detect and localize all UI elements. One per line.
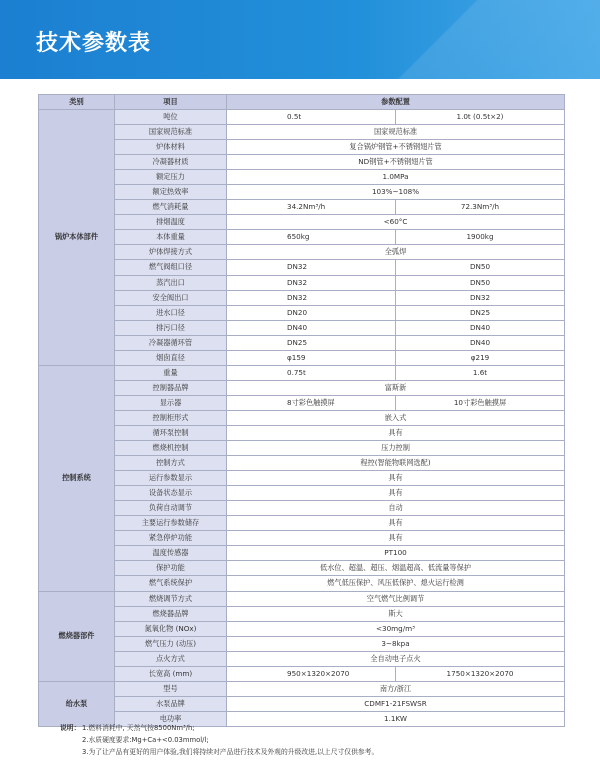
item-cell: 循环泵控制 [115,425,227,440]
item-cell: 保护功能 [115,561,227,576]
table-row [39,410,565,425]
item-cell: 电功率 [115,711,227,726]
table-row [39,591,565,606]
value-cell-right: 1.0t (0.5t×2) [396,110,565,125]
table-row [39,456,565,471]
value-cell: 空气燃气比例调节 [227,591,565,606]
category-cell: 给水泵 [39,681,115,726]
item-cell: 排污口径 [115,320,227,335]
item-cell: 燃烧机控制 [115,441,227,456]
table-row [39,125,565,140]
table-row [39,230,565,245]
item-cell: 蒸汽出口 [115,275,227,290]
item-cell: 控制器品牌 [115,380,227,395]
item-cell: 显示器 [115,395,227,410]
value-cell: 复合锅炉钢管+不锈钢翅片管 [227,140,565,155]
item-cell: 控制方式 [115,456,227,471]
item-cell: 重量 [115,365,227,380]
value-cell-left: DN32 [227,275,396,290]
table-row [39,606,565,621]
value-cell: 3~8kpa [227,636,565,651]
value-cell: 程控(智能物联网选配) [227,456,565,471]
header-config: 参数配置 [227,95,565,110]
value-cell: 斯大 [227,606,565,621]
item-cell: 炉体材料 [115,140,227,155]
value-cell: 103%~108% [227,185,565,200]
value-cell: CDMF1-21FSWSR [227,696,565,711]
table-row [39,200,565,215]
item-cell: 燃气系统保护 [115,576,227,591]
value-cell: 压力控制 [227,441,565,456]
value-cell-right: 10寸彩色触摸屏 [396,395,565,410]
table-row [39,425,565,440]
table-row [39,305,565,320]
table-row [39,110,565,125]
value-cell-left: DN40 [227,320,396,335]
value-cell: 全弧焊 [227,245,565,260]
spec-table [38,94,565,727]
item-cell: 冷凝器循环管 [115,335,227,350]
table-row [39,245,565,260]
table-row [39,651,565,666]
table-row [39,350,565,365]
value-cell: 自动 [227,501,565,516]
value-cell: 具有 [227,471,565,486]
value-cell: 嵌入式 [227,410,565,425]
value-cell-right: φ219 [396,350,565,365]
table-row [39,531,565,546]
item-cell: 主要运行参数储存 [115,516,227,531]
item-cell: 安全阀出口 [115,290,227,305]
value-cell-left: φ159 [227,350,396,365]
value-cell-right: 1750×1320×2070 [396,666,565,681]
value-cell: 富斯新 [227,380,565,395]
value-cell: 南方/浙江 [227,681,565,696]
item-cell: 冷凝器材质 [115,155,227,170]
item-cell: 排烟温度 [115,215,227,230]
value-cell-right: 72.3Nm³/h [396,200,565,215]
item-cell: 炉体焊接方式 [115,245,227,260]
note-item: 3.为了让产品有更好的用户体验,我们将持续对产品进行技术及外观的升级改进,以上尺寸仅供参考。 [82,748,379,756]
value-cell: 1.1KW [227,711,565,726]
item-cell: 燃气消耗量 [115,200,227,215]
value-cell-right: 1900kg [396,230,565,245]
page-header [0,0,600,79]
value-cell-right: DN25 [396,305,565,320]
item-cell: 水泵品牌 [115,696,227,711]
item-cell: 本体重量 [115,230,227,245]
value-cell-right: DN40 [396,320,565,335]
note-item: 2.水质硬度要求:Mg+Ca+<0.03mmol/l; [82,736,209,744]
table-row [39,471,565,486]
table-row [39,380,565,395]
item-cell: 点火方式 [115,651,227,666]
value-cell-left: 34.2Nm³/h [227,200,396,215]
table-row [39,395,565,410]
value-cell: 燃气低压保护、风压低保护、熄火运行检测 [227,576,565,591]
table-row [39,441,565,456]
value-cell-left: 0.5t [227,110,396,125]
table-row [39,516,565,531]
item-cell: 烟囱直径 [115,350,227,365]
value-cell: 全自动电子点火 [227,651,565,666]
value-cell: PT100 [227,546,565,561]
item-cell: 温度传感器 [115,546,227,561]
item-cell: 紧急停炉功能 [115,531,227,546]
table-row [39,561,565,576]
table-row [39,260,565,275]
item-cell: 运行参数显示 [115,471,227,486]
table-row [39,320,565,335]
item-cell: 燃烧调节方式 [115,591,227,606]
table-row [39,621,565,636]
item-cell: 额定压力 [115,170,227,185]
value-cell-left: DN32 [227,290,396,305]
table-row [39,170,565,185]
item-cell: 额定热效率 [115,185,227,200]
value-cell: <60°C [227,215,565,230]
header-item: 项目 [115,95,227,110]
value-cell: 具有 [227,531,565,546]
item-cell: 控制柜形式 [115,410,227,425]
value-cell: 1.0MPa [227,170,565,185]
value-cell-left: 8寸彩色触摸屏 [227,395,396,410]
value-cell-right: DN50 [396,275,565,290]
item-cell: 型号 [115,681,227,696]
header-decoration [340,0,600,79]
note-item: 1.燃料消耗中, 天然气按8500Nm³/h; [82,724,195,732]
item-cell: 燃气阀组口径 [115,260,227,275]
value-cell: 具有 [227,486,565,501]
item-cell: 氮氧化物 (NOx) [115,621,227,636]
item-cell: 国家规范标准 [115,125,227,140]
table-row [39,486,565,501]
item-cell: 吨位 [115,110,227,125]
category-cell: 燃烧器部件 [39,591,115,681]
item-cell: 长宽高 (mm) [115,666,227,681]
category-cell: 控制系统 [39,365,115,591]
item-cell: 负荷自动调节 [115,501,227,516]
notes-list [82,722,378,758]
table-row [39,185,565,200]
table-row [39,290,565,305]
value-cell: 低水位、超温、超压、烟温超高、低流量等保护 [227,561,565,576]
value-cell: 国家规范标准 [227,125,565,140]
table-row [39,696,565,711]
page-title: 技术参数表 [36,31,152,56]
table-row [39,546,565,561]
value-cell-right: 1.6t [396,365,565,380]
value-cell: <30mg/m³ [227,621,565,636]
value-cell-left: DN20 [227,305,396,320]
table-row [39,666,565,681]
value-cell-right: DN40 [396,335,565,350]
value-cell-right: DN32 [396,290,565,305]
value-cell: ND钢管+不锈钢翅片管 [227,155,565,170]
table-row [39,140,565,155]
item-cell: 设备状态显示 [115,486,227,501]
table-header-row [39,95,565,110]
table-row [39,636,565,651]
table-row [39,275,565,290]
notes-label: 说明： [60,724,81,732]
value-cell-left: 650kg [227,230,396,245]
item-cell: 燃气压力 (动压) [115,636,227,651]
table-row [39,335,565,350]
table-row [39,576,565,591]
value-cell: 具有 [227,425,565,440]
category-cell: 锅炉本体部件 [39,110,115,366]
table-row [39,501,565,516]
table-row [39,155,565,170]
value-cell-right: DN50 [396,260,565,275]
header-category: 类别 [39,95,115,110]
value-cell-left: 0.75t [227,365,396,380]
table-row [39,215,565,230]
table-row [39,365,565,380]
value-cell-left: DN25 [227,335,396,350]
value-cell-left: 950×1320×2070 [227,666,396,681]
item-cell: 进水口径 [115,305,227,320]
table-row [39,681,565,696]
value-cell: 具有 [227,516,565,531]
value-cell-left: DN32 [227,260,396,275]
item-cell: 燃烧器品牌 [115,606,227,621]
